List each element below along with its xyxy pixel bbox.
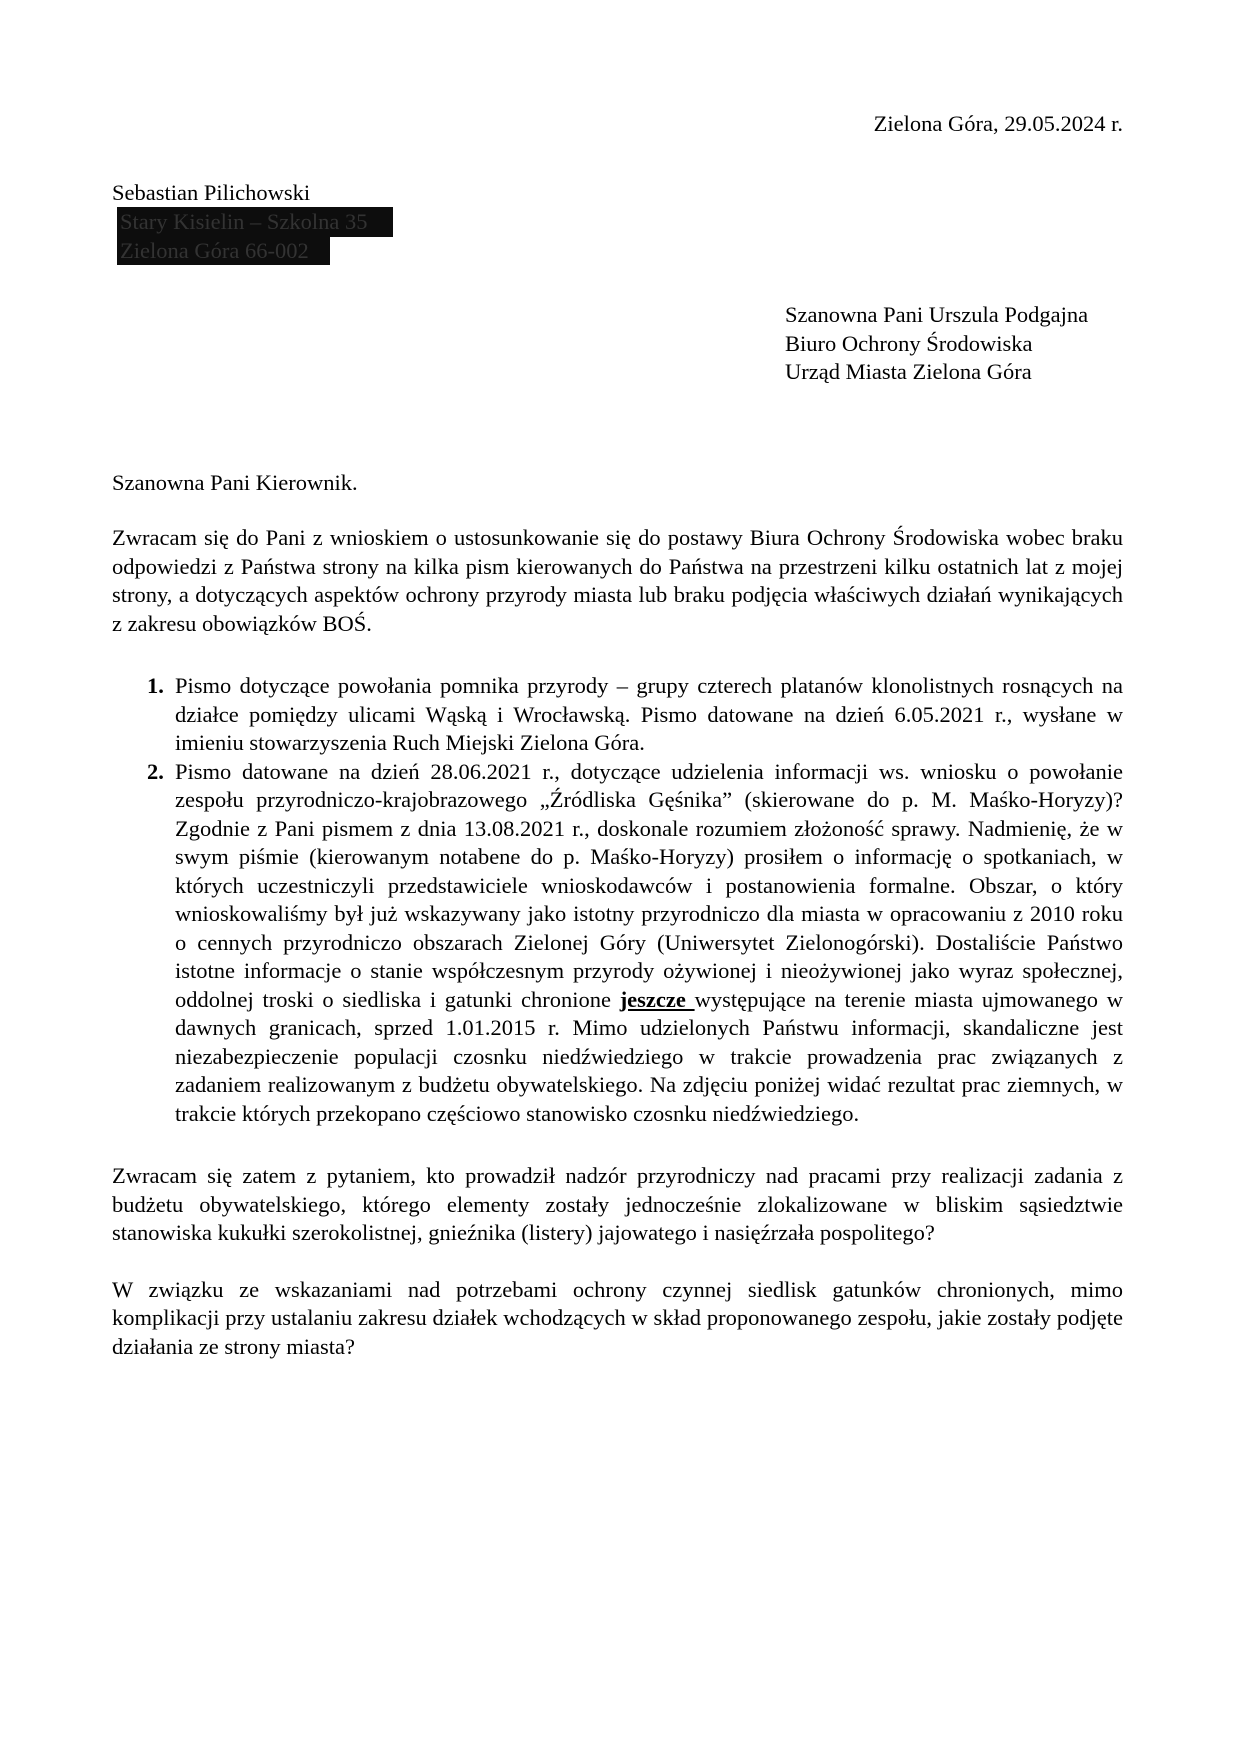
sender-block bbox=[112, 179, 1123, 266]
letters-numbered-list bbox=[112, 672, 1123, 1128]
list-item-2 bbox=[112, 758, 1123, 1129]
date-line: Zielona Góra, 29.05.2024 r. bbox=[873, 111, 1123, 136]
recipient-name: Szanowna Pani Urszula Podgajna bbox=[785, 302, 1089, 327]
list-item-2-emphasis-jeszcze: jeszcze bbox=[619, 986, 695, 1012]
list-item-2-text-before: Pismo datowane na dzień 28.06.2021 r., dotyczące udzielenia informacji ws. wniosku o powołanie zespołu przyrodniczo-krajobrazowego „Źródliska Gęśnika” (skierowane do p. M. Maśko-Horyzy)? Zgodnie z Pani pismem z dnia 13.08.2021 r., doskonale rozumiem złożoność sprawy. Nadmienię, że w swym piśmie (kierowanym notabene do p. Maśko-Horyzy) prosiłem o informację o spotkaniach, w których uczestniczyli przedstawiciele wnioskodawców i postanowienia formalne. Obszar, o który wnioskowaliśmy był już wskazywany jako istotny przyrodniczo dla miasta w opracowaniu z 2010 roku o cennych przyrodniczo obszarach Zielonej Góry (Uniwersytet Zielonogórski). Dostaliście Państwo istotne informacje o stanie współczesnym przyrody ożywionej i nieożywionej jako wyraz społecznej, oddolnej troski o siedliska i gatunki chronione bbox=[175, 758, 1123, 1012]
redacted-address-line-1: Stary Kisielin – Szkolna 35 bbox=[117, 207, 393, 237]
list-item-1-number: 1. bbox=[147, 673, 164, 698]
sender-name: Sebastian Pilichowski bbox=[112, 179, 311, 205]
list-item-2-number: 2. bbox=[147, 758, 164, 784]
redacted-address-line-2: Zielona Góra 66-002 bbox=[117, 237, 330, 265]
recipient-block bbox=[112, 301, 1123, 387]
paragraph-question-actions: W związku ze wskazaniami nad potrzebami ochrony czynnej siedlisk gatunków chronionych, mimo komplikacji przy ustalaniu zakresu działek wchodzących w skład proponowanego zespołu, jakie zostały podjęte działania ze strony miasta? bbox=[112, 1276, 1123, 1359]
paragraph-question-supervision: Zwracam się zatem z pytaniem, kto prowadził nadzór przyrodniczy nad pracami przy realizacji zadania z budżetu obywatelskiego, którego elementy zostały jednocześnie zlokalizowane w bliskim sąsiedztwie stanowiska kukułki szerokolistnej, gnieźnika (listery) jajowatego i nasięźrzała pospolitego? bbox=[112, 1163, 1123, 1245]
list-item-2-text-after: występujące na terenie miasta ujmowanego w dawnych granicach, sprzed 1.01.2015 r. Mimo udzielonych Państwu informacji, skandaliczne jest niezabezpieczenie populacji czosnku niedźwiedziego w trakcie prowadzenia prac związanych z zadaniem realizowanym z budżetu obywatelskiego. Na zdjęciu poniżej widać rezultat prac ziemnych, w trakcie których przekopano częściowo stanowisko czosnku niedźwiedziego. bbox=[175, 986, 1124, 1126]
list-item-2-text bbox=[175, 758, 1123, 1129]
list-item-1-text: Pismo dotyczące powołania pomnika przyrody – grupy czterech platanów klonolistnych rosnących na działce pomiędzy ulicami Wąską i Wrocławską. Pismo datowane na dzień 6.05.2021 r., wysłane w imieniu stowarzyszenia Ruch Miejski Zielona Góra. bbox=[175, 673, 1123, 755]
paragraph-intro: Zwracam się do Pani z wnioskiem o ustosunkowanie się do postawy Biura Ochrony Środowiska wobec braku odpowiedzi z Państwa strony na kilka pism kierowanych do Państwa na przestrzeni kilku ostatnich lat z mojej strony, a dotyczących aspektów ochrony przyrody miasta lub braku podjęcia właściwych działań wynikających z zakresu obowiązków BOŚ. bbox=[112, 525, 1123, 636]
recipient-office: Urząd Miasta Zielona Góra bbox=[785, 359, 1032, 384]
recipient-department: Biuro Ochrony Środowiska bbox=[785, 330, 1033, 356]
list-item-1 bbox=[112, 672, 1123, 758]
salutation: Szanowna Pani Kierownik. bbox=[112, 469, 358, 495]
